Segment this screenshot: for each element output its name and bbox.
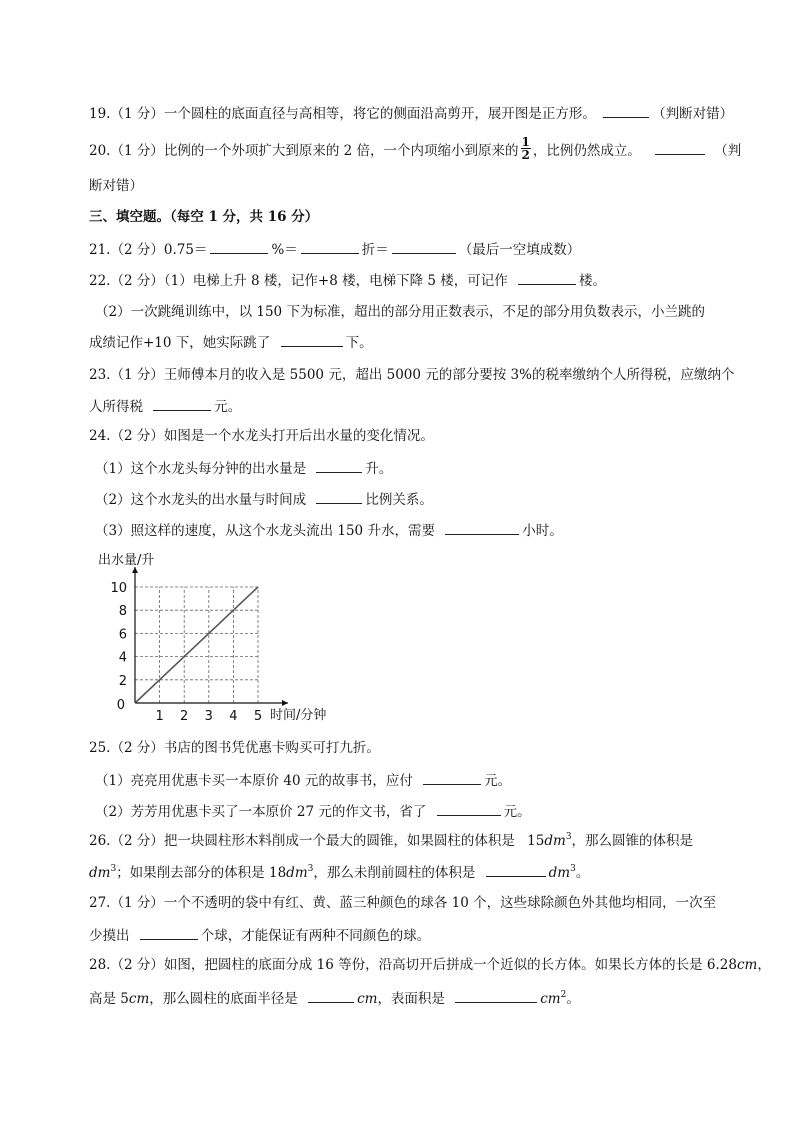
q27-end: 个球，才能保证有两种不同颜色的球。 [200, 928, 431, 944]
q24-sub3-end: 小时。 [522, 523, 563, 539]
q24-sub2-text: （2）这个水龙头的出水量与时间成 [95, 492, 307, 508]
q26-unit: dm [544, 833, 566, 849]
q24-text: 如图是一个水龙头打开后出水量的变化情况。 [163, 428, 434, 444]
x-tick-label: 5 [253, 709, 263, 723]
question-25 [89, 739, 380, 757]
question-21 [89, 239, 580, 259]
x-axis-arrow [282, 700, 288, 706]
q24-blank-1[interactable] [316, 458, 362, 473]
q22-blank-2[interactable] [281, 332, 343, 347]
y-tick-label: 4 [118, 650, 127, 666]
q25-blank-1[interactable] [423, 770, 481, 785]
y-tick-label: 10 [110, 581, 127, 596]
q22-sub2-end: 下。 [345, 335, 373, 351]
q26-text: 把一块圆柱形木料削成一个最大的圆锥，如果圆柱的体积是 [163, 833, 515, 849]
x-tick-label: 1 [155, 709, 164, 723]
series-line [135, 587, 258, 703]
q26-score: （2 分） [110, 833, 164, 849]
q28-text-2: 高是 5 [89, 991, 129, 1007]
q28-unit: cm [737, 957, 758, 973]
q22-sub2-line2 [89, 332, 373, 352]
q24-sub1 [95, 458, 392, 478]
q22-score: （2 分） [110, 273, 164, 289]
y-tick-label: 2 [118, 673, 127, 689]
section-3-heading: 三、填空题。（每空 1 分，共 16 分） [89, 209, 319, 225]
q25-blank-2[interactable] [437, 801, 501, 816]
x-tick-label: 3 [204, 709, 213, 723]
q22-sub2-text: 成绩记作+10 下，她实际跳了 [89, 335, 271, 351]
q23-blank[interactable] [153, 396, 211, 411]
q24-number: 24. [89, 428, 111, 444]
q25-number: 25. [89, 740, 111, 756]
q26-exp: 3 [565, 832, 572, 842]
q24-sub1-end: 升。 [365, 461, 393, 477]
q26-exp-2: 3 [110, 864, 117, 874]
q25-score: （2 分） [110, 740, 164, 756]
question-23 [89, 366, 734, 384]
q26-text-end: ，那么圆锥的体积是 [571, 833, 694, 849]
q21-blank-3[interactable] [392, 239, 456, 254]
y-tick-label: 6 [118, 627, 127, 643]
q23-line2 [89, 396, 241, 416]
q21-number: 21. [89, 242, 111, 258]
q25-sub2-text: （2）芳芳用优惠卡买了一本原价 27 元的作文书，省了 [95, 804, 427, 820]
question-24 [89, 427, 434, 445]
q21-part-1: 0.75＝ [163, 242, 208, 258]
q20-number: 20. [89, 143, 111, 159]
q26-text-2: ；如果削去部分的体积是 18 [116, 865, 287, 881]
q27-line2 [89, 925, 430, 945]
q28-unit-4: cm [540, 991, 561, 1007]
q28-unit-3: cm [357, 991, 378, 1007]
q27-text: 一个不透明的袋中有红、黄、蓝三种颜色的球各 10 个，这些球除颜色外其他均相同，一次至 [163, 895, 717, 911]
q28-line2 [89, 988, 580, 1008]
q28-score: （2 分） [110, 957, 164, 973]
y-axis-title: 出水量/升 [98, 553, 155, 568]
q25-sub1 [95, 770, 511, 790]
x-axis-title: 时间/分钟 [270, 708, 327, 723]
q23-end: 元。 [214, 399, 242, 415]
q26-text-3: ，那么未削前圆柱的体积是 [313, 865, 476, 881]
q24-sub3 [95, 520, 563, 540]
q28-number: 28. [89, 957, 111, 973]
q19-answer-blank[interactable] [603, 103, 649, 118]
q25-text: 书店的图书凭优惠卡购买可打九折。 [163, 740, 380, 756]
q22-sub1: （1）电梯上升 8 楼，记作+8 楼，电梯下降 5 楼，可记作 [163, 273, 508, 289]
q27-number: 27. [89, 895, 111, 911]
q25-sub1-text: （1）亮亮用优惠卡买一本原价 40 元的故事书，应付 [95, 773, 413, 789]
q27-text-2: 少摸出 [89, 928, 130, 944]
q24-sub2-end: 比例关系。 [365, 492, 433, 508]
y-tick-label: 8 [118, 604, 127, 620]
q28-text-3: ，那么圆柱的底面半径是 [149, 991, 298, 1007]
q25-sub2-end: 元。 [503, 804, 531, 820]
q24-score: （2 分） [110, 428, 164, 444]
q24-sub3-text: （3）照这样的速度，从这个水龙头流出 150 升水，需要 [95, 523, 435, 539]
q28-text-4: ，表面积是 [377, 991, 445, 1007]
q19-number: 19. [89, 106, 111, 122]
fraction-one-half [521, 136, 531, 161]
q26-line2: $dm^3$；如果削去部分的体积是 $18dm^3$，那么未削前圆柱的体积是 $dm^3$。 [89, 864, 590, 881]
q26-blank[interactable] [486, 862, 546, 877]
q21-part-3: 折＝ [361, 242, 389, 258]
q27-blank[interactable] [140, 925, 198, 940]
q22-blank-1[interactable] [518, 270, 576, 285]
q28-text-end: ， [757, 957, 771, 973]
q24-blank-2[interactable] [316, 489, 362, 504]
q25-sub1-end: 元。 [484, 773, 512, 789]
q21-tail: （最后一空填成数） [458, 242, 581, 258]
x-tick-label: 4 [229, 709, 238, 723]
q19-text: 一个圆柱的底面直径与高相等，将它的侧面沿高剪开，展开图是正方形。 [163, 106, 596, 122]
q26-exp-4: 3 [570, 864, 576, 874]
q26-number: 26. [89, 833, 111, 849]
q19-score: （1 分） [110, 106, 164, 122]
question-27 [89, 894, 716, 912]
q24-sub2 [95, 489, 433, 509]
q28-blank-1[interactable] [308, 988, 354, 1003]
q21-part-2: %＝ [271, 242, 298, 258]
q21-blank-2[interactable] [301, 239, 359, 254]
q28-blank-2[interactable] [455, 988, 537, 1003]
q21-score: （2 分） [110, 242, 164, 258]
q20-text-2: ，比例仍然成立。 [532, 143, 641, 159]
q24-blank-3[interactable] [445, 520, 519, 535]
q23-text-2: 人所得税 [89, 399, 143, 415]
q28-text: 如图，把圆柱的底面分成 16 等份，沿高切开后拼成一个近似的长方体。如果长方体的长是 6.28 [163, 957, 737, 973]
water-flow-chart [95, 548, 335, 723]
fraction-denominator: 2 [521, 148, 530, 162]
question-19 [89, 103, 733, 123]
q27-score: （1 分） [110, 895, 164, 911]
q23-number: 23. [89, 367, 111, 383]
q28-end: 。 [566, 991, 580, 1007]
fraction-numerator: 1 [521, 135, 530, 149]
q20-answer-blank[interactable] [655, 140, 705, 155]
question-28 [89, 956, 771, 974]
q21-blank-1[interactable] [210, 239, 268, 254]
q22-sub2-line1: （2）一次跳绳训练中，以 150 下为标准，超出的部分用正数表示，不足的部分用负数表示，小兰跳的 [95, 304, 705, 320]
q20-score: （1 分） [110, 143, 164, 159]
q20-tail-line: 断对错） [89, 178, 143, 194]
q23-score: （1 分） [110, 367, 164, 383]
question-20 [89, 135, 742, 164]
q28-exp: 2 [560, 990, 567, 1000]
q26-unit-3: dm [286, 865, 308, 881]
question-26 [89, 832, 693, 850]
q26-volume: 15 [527, 833, 545, 849]
q26-exp-3: 3 [307, 864, 314, 874]
q26-unit-2: dm [89, 865, 111, 881]
q25-sub2 [95, 801, 531, 821]
q24-sub1-text: （1）这个水龙头每分钟的出水量是 [95, 461, 307, 477]
q28-unit-2: cm [128, 991, 150, 1007]
q22-sub1-end: 楼。 [579, 273, 607, 289]
q19-tail: （判断对错） [652, 106, 734, 122]
origin-label: 0 [116, 698, 125, 713]
q23-text: 王师傅本月的收入是 5500 元，超出 5000 元的部分要按 3%的税率缴纳个人所得税，应缴纳个 [163, 367, 735, 383]
q26-unit-4: dm [548, 865, 571, 881]
q20-text: 比例的一个外项扩大到原来的 2 倍，一个内项缩小到原来的 [163, 143, 519, 159]
question-22 [89, 270, 606, 290]
q20-tail: （判 [714, 143, 742, 159]
x-tick-label: 2 [180, 709, 189, 723]
q22-number: 22. [89, 273, 111, 289]
